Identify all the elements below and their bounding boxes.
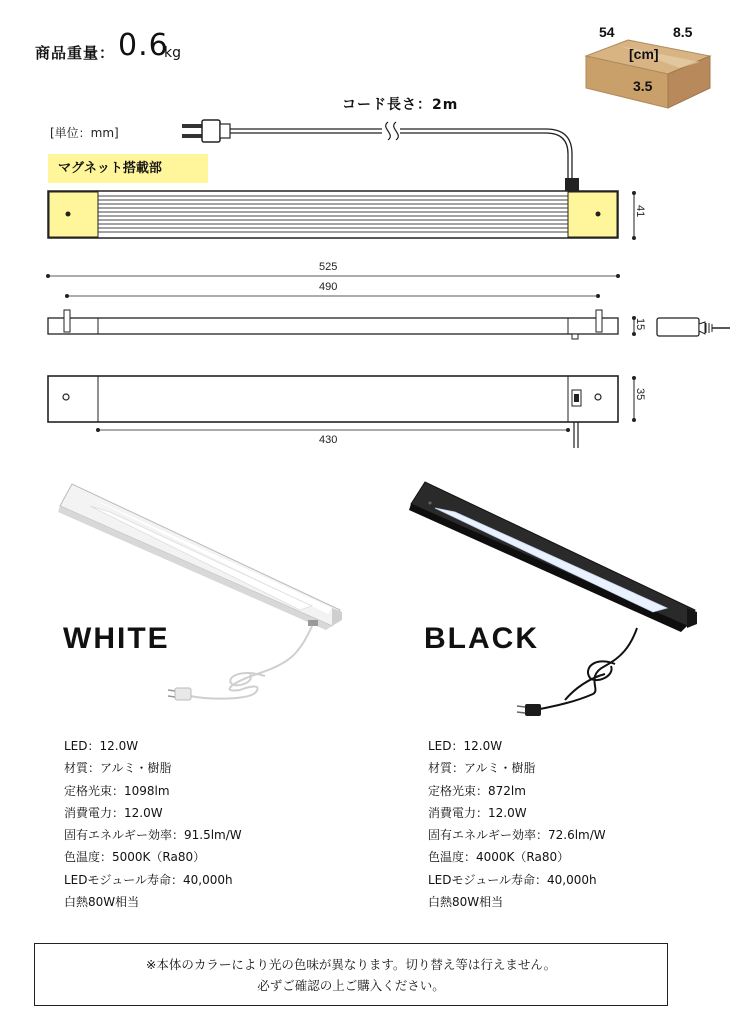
white-light-image (50, 478, 350, 713)
bottom-view-drawing (0, 370, 740, 455)
spec-item: 白熱80W相当 (428, 895, 504, 910)
dim-mount-pitch: 490 (319, 281, 338, 293)
dim-bottom-depth: 35 (634, 388, 646, 401)
spec-item: 定格光束：1098lm (64, 783, 170, 798)
spec-item: 消費電力：12.0W (64, 805, 163, 820)
dim-overall-length: 525 (319, 261, 338, 273)
spec-item: 材質：アルミ・樹脂 (64, 761, 172, 776)
black-spec-list (428, 735, 606, 913)
magnet-section-label: マグネット搭載部 (48, 154, 208, 183)
spec-item: LED：12.0W (64, 739, 139, 753)
side-view-drawing (0, 298, 740, 348)
weight-unit: kg (164, 45, 181, 61)
top-view-drawing (0, 110, 740, 245)
spec-item: 色温度：5000K（Ra80） (64, 850, 206, 865)
weight-label: 商品重量： (35, 44, 116, 62)
spec-item: LED：12.0W (428, 739, 503, 753)
spec-item: 固有エネルギー効率：72.6lm/W (428, 828, 606, 843)
spec-item: 色温度：4000K（Ra80） (428, 850, 570, 865)
spec-item: 定格光束：872lm (428, 783, 526, 798)
white-title: WHITE (63, 622, 170, 655)
black-title: BLACK (424, 622, 539, 655)
box-depth: 8.5 (673, 24, 693, 40)
box-length: 54 (599, 24, 615, 40)
spec-item: 固有エネルギー効率：91.5lm/W (64, 828, 242, 843)
weight-value: 0.6 (118, 28, 169, 63)
dim-side-height: 15 (634, 318, 646, 331)
unit-note: [単位：mm] (50, 126, 119, 140)
cord-length-label: コード長さ：2m (342, 97, 459, 113)
color-notice-box (34, 943, 668, 1006)
notice-line-1: ※本体のカラーにより光の色味が異なります。切り替え等は行えません。 (145, 957, 557, 972)
dim-lens-length: 430 (319, 434, 338, 446)
spec-item: LEDモジュール寿命：40,000h (428, 872, 597, 887)
spec-item: 白熱80W相当 (64, 895, 140, 910)
white-spec-list (64, 735, 242, 913)
spec-item: 材質：アルミ・樹脂 (428, 761, 536, 776)
box-height: 3.5 (633, 78, 653, 94)
notice-line-2: 必ずご確認の上ご購入ください。 (257, 978, 445, 993)
spec-item: LEDモジュール寿命：40,000h (64, 872, 233, 887)
dim-top-width: 41 (634, 205, 646, 218)
black-light-image (405, 478, 705, 718)
box-unit: [cm] (629, 46, 659, 62)
length-dimension-lines (0, 270, 740, 300)
spec-item: 消費電力：12.0W (428, 805, 527, 820)
